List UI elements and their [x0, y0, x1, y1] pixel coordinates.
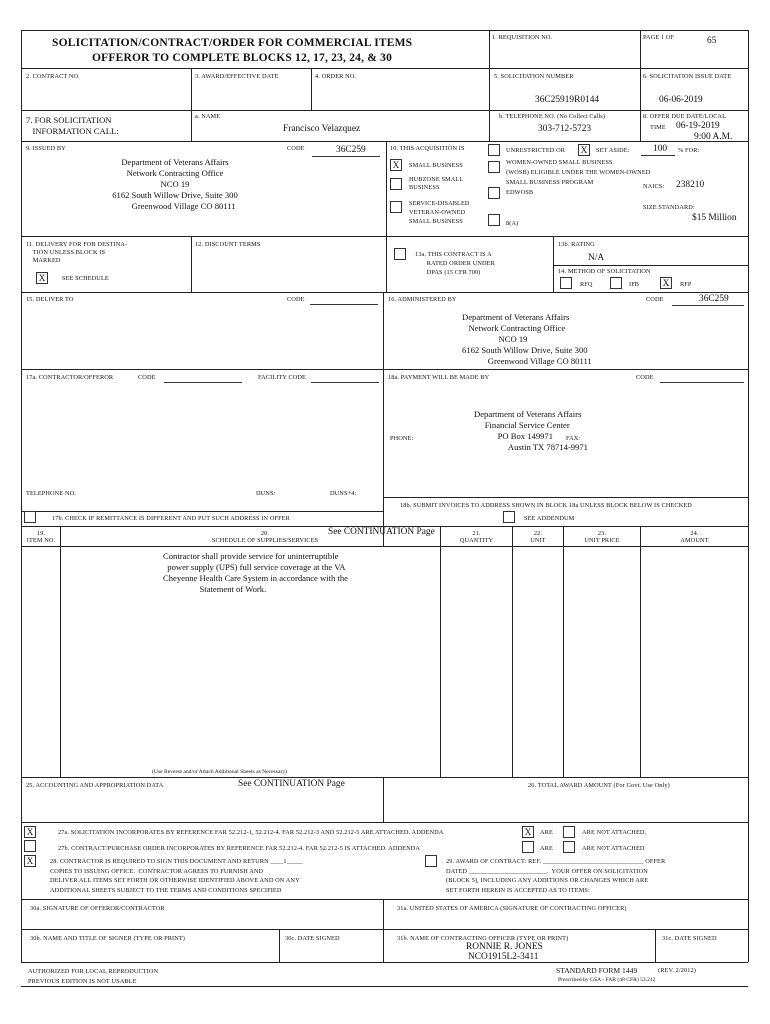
28-label: 28. CONTRACTOR IS REQUIRED TO SIGN THIS DOCUMENT AND RETURN ____1_____ COPIES TO ISSUING OFFICE. CONTRACTOR AGREES TO FURNISH AND DELIVER ALL ITEMS SET FORTH OR OTHERWISE IDENTIFIED ABOVE AND ON ANY ADDITIONAL SHEETS SUBJECT TO THE TERMS AND CONDITIONS SPECIFIED — [50, 858, 303, 894]
date-signed-label: 30c. DATE SIGNED — [285, 935, 340, 942]
rfp-checkbox[interactable]: X — [660, 277, 672, 289]
edwosb-label: EDWOSB — [506, 189, 534, 196]
offer-due-date[interactable]: 06-19-2019 — [676, 121, 720, 131]
administered-by-code: 36C259 — [699, 294, 729, 304]
28-checkbox[interactable]: X — [24, 855, 36, 867]
29-label: 29. AWARD OF CONTRACT: REF. _______________________________ OFFER DATED ________________________. YOUR OFFER ON SOLICITATION (BLOCK 5), INCLUDING ANY ADDITIONS OR CHANGES WHICH ARE SET FORTH HEREIN IS ACCEPTED AS TO ITEMS: — [446, 858, 666, 894]
deliver-to-code-label: CODE — [287, 296, 305, 303]
27b-label: 27b. CONTRACT/PURCHASE ORDER INCORPORATES BY REFERENCE FAR 52.212-4. FAR 52.212-5 IS ATTACHED. ADDENDA — [58, 845, 421, 852]
27a-are-label: ARE — [540, 829, 553, 836]
see-schedule-checkbox[interactable]: X — [36, 272, 48, 284]
issued-by-code: 36C259 — [336, 145, 366, 155]
see-schedule-label: SEE SCHEDULE — [62, 275, 109, 282]
administered-by-label: 16. ADMINISTERED BY — [388, 296, 457, 303]
27a-are-not-checkbox[interactable] — [563, 826, 575, 838]
rated-order-checkbox[interactable] — [394, 248, 406, 260]
page-label: PAGE 1 OF — [643, 34, 675, 41]
schedule-header: 20. SCHEDULE OF SUPPLIES/SERVICES — [211, 530, 319, 544]
fax-label: FAX: — [566, 435, 581, 442]
deliver-to-code-field[interactable] — [310, 295, 378, 305]
award-date-label: 3. AWARD/EFFECTIVE DATE — [195, 73, 279, 80]
duns4-label: DUNS+4: — [330, 490, 357, 497]
signature-offeror-label: 30a. SIGNATURE OF OFFEROR/CONTRACTOR — [30, 905, 165, 912]
rating-value[interactable]: N/A — [588, 253, 605, 263]
reverse-note: (Use Reverse and/or Attach Additional Sheets as Necessary) — [152, 769, 287, 775]
schedule-description: Contractor shall provide service for uninterruptible power supply (UPS) full service coverage at the VA Cheyenne Health Care System in accordance with the Statement of Work. — [163, 551, 348, 594]
remittance-label: 17b. CHECK IF REMITTANCE IS DIFFERENT AND PUT SUCH ADDRESS IN OFFER — [52, 515, 290, 522]
form-subtitle: OFFEROR TO COMPLETE BLOCKS 12, 17, 23, 24, & 30 — [92, 52, 393, 64]
contact-name[interactable]: Francisco Velazquez — [283, 124, 361, 134]
sdvosb-label: SERVICE-DISABLED VETERAN-OWNED SMALL BUSINESS — [409, 200, 470, 225]
payment-address: Department of Veterans Affairs Financial Service Center PO Box 149971 Austin TX 78714-9971 — [474, 409, 588, 452]
see-addendum-label: SEE ADDENDUM — [524, 515, 575, 522]
27b-are-not-label: ARE NOT ATTACHED — [582, 845, 645, 852]
contact-phone[interactable]: 303-712-5723 — [538, 124, 592, 134]
issued-by-code-label: CODE — [287, 145, 305, 152]
usa-signature-label: 31a. UNITED STATES OF AMERICA (SIGNATURE OF CONTRACTING OFFICER) — [397, 905, 627, 912]
27b-are-label: ARE — [540, 845, 553, 852]
payment-code-label: CODE — [636, 374, 654, 381]
payment-by-label: 18a. PAYMENT WILL BE MADE BY — [388, 374, 490, 381]
unit-price-header: 23. UNIT PRICE — [584, 530, 620, 544]
hubzone-checkbox[interactable] — [390, 178, 402, 190]
27a-are-not-label: ARE NOT ATTACHED. — [582, 829, 647, 836]
contractor-code-field[interactable] — [164, 371, 242, 383]
footer-reproduction: AUTHORIZED FOR LOCAL REPRODUCTION PREVIOUS EDITION IS NOT USABLE — [28, 968, 159, 985]
info-call-label: 7. FOR SOLICITATION INFORMATION CALL: — [26, 115, 119, 136]
page-total: 65 — [707, 36, 717, 46]
telephone-no-label: TELEPHONE NO. — [26, 490, 76, 497]
wosb-checkbox[interactable] — [488, 161, 500, 173]
small-business-label: SMALL BUSINESS — [409, 162, 463, 169]
wosb-label: WOMEN-OWNED SMALL BUSINESS (WOSB) ELIGIBLE UNDER THE WOMEN-OWNED SMALL BUSINESS PROGRAM — [506, 159, 651, 186]
see-addendum-checkbox[interactable] — [503, 511, 515, 523]
8a-label: 8(A) — [506, 220, 519, 227]
standard-form: STANDARD FORM 1449 — [556, 966, 638, 975]
contract-no-label: 2. CONTRACT NO. — [26, 73, 80, 80]
co-date-signed-label: 31c. DATE SIGNED — [662, 935, 717, 942]
hubzone-label: HUBZONE SMALL BUSINESS — [409, 176, 464, 191]
name-label: a. NAME — [195, 113, 221, 120]
27a-label: 27a. SOLICITATION INCORPORATES BY REFERENCE FAR 52.212-1, 52.212-4. FAR 52.212-3 AND 52.212-5 ARE ATTACHED. ADDENDA — [58, 829, 444, 836]
rfq-checkbox[interactable] — [560, 277, 572, 289]
signer-name-label: 30b. NAME AND TITLE OF SIGNER (TYPE OR PRINT) — [30, 935, 185, 942]
rfp-label: RFP — [680, 281, 692, 288]
remittance-checkbox[interactable] — [24, 511, 36, 523]
facility-code-field[interactable] — [311, 371, 379, 383]
issue-date[interactable]: 06-06-2019 — [659, 95, 703, 105]
facility-code-label: FACILITY CODE — [258, 374, 306, 381]
quantity-header: 21. QUANTITY — [459, 530, 494, 544]
unrestricted-label: UNRESTRICTED OR — [506, 147, 566, 154]
submit-invoices-label: 18b. SUBMIT INVOICES TO ADDRESS SHOWN IN BLOCK 18a UNLESS BLOCK BELOW IS CHECKED — [400, 502, 692, 509]
schedule-continuation: See CONTINUATION Page — [328, 527, 435, 537]
issued-by-label: 9. ISSUED BY — [26, 145, 66, 152]
small-business-checkbox[interactable]: X — [390, 159, 402, 171]
issued-by-code-field[interactable] — [312, 144, 380, 157]
issue-date-label: 6. SOLICITATION ISSUE DATE — [643, 73, 732, 80]
delivery-fob-label: 11. DELIVERY FOR FOB DESTINA- TION UNLESS BLOCK IS MARKED — [26, 241, 128, 264]
deliver-to-label: 15. DELIVER TO — [26, 296, 74, 303]
percent-value: 100 — [653, 144, 668, 154]
27b-are-checkbox[interactable] — [522, 841, 534, 853]
edwosb-checkbox[interactable] — [488, 187, 500, 199]
percent-for-label: % FOR: — [678, 147, 700, 154]
total-award-label: 26. TOTAL AWARD AMOUNT (For Govt. Use Only) — [528, 782, 670, 789]
form-revision: (REV. 2/2012) — [658, 967, 696, 974]
contractor-label: 17a. CONTRACTOR/OFFEROR — [26, 374, 114, 381]
unrestricted-checkbox[interactable] — [488, 144, 500, 156]
29-checkbox[interactable] — [425, 855, 437, 867]
amount-header: 24. AMOUNT — [680, 530, 709, 544]
size-standard[interactable]: $15 Million — [692, 213, 737, 223]
sdvosb-checkbox[interactable] — [390, 201, 402, 213]
percent-field[interactable] — [641, 144, 675, 156]
item-no-header: 19. ITEM NO. — [26, 530, 56, 544]
discount-terms-label: 12. DISCOUNT TERMS — [195, 241, 261, 248]
27a-are-checkbox[interactable]: X — [522, 826, 534, 838]
acquisition-label: 10. THIS ACQUISITION IS — [390, 145, 465, 152]
duns-label: DUNS: — [256, 490, 276, 497]
naics-code[interactable]: 238210 — [676, 180, 705, 190]
phone-label: PHONE: — [390, 435, 414, 442]
method-solicitation-label: 14. METHOD OF SOLICITATION — [558, 268, 651, 275]
administered-by-address: Department of Veterans Affairs Network Contracting Office NCO 19 6162 South Willow Drive, Suite 300 Greenwood Village CO 80111 — [462, 312, 592, 366]
rfq-label: RFQ — [580, 281, 593, 288]
administered-by-code-field[interactable] — [672, 294, 744, 306]
accounting-value: See CONTINUATION Page — [238, 779, 345, 789]
requisition-label: 1. REQUISITION NO. — [492, 34, 553, 41]
contracting-officer-id: NCO1915L2-3411 — [468, 952, 539, 962]
issued-by-address: Department of Veterans Affairs Network Contracting Office NCO 19 6162 South Willow Drive, Suite 300 Greenwood Village CO 80111 — [112, 157, 238, 211]
ifb-label: IFB — [629, 281, 640, 288]
ifb-checkbox[interactable] — [610, 277, 622, 289]
solicitation-number[interactable]: 36C25919R0144 — [535, 95, 600, 105]
contracting-officer-name: RONNIE R. JONES — [466, 942, 543, 952]
offer-due-label: 8. OFFER DUE DATE/LOCAL — [643, 113, 727, 120]
order-no-label: 4. ORDER NO. — [315, 73, 357, 80]
set-aside-checkbox[interactable]: X — [578, 144, 590, 156]
unit-header: 22. UNIT — [530, 530, 546, 544]
size-standard-label: SIZE STANDARD: — [643, 204, 695, 211]
payment-code-field[interactable] — [660, 371, 744, 383]
form-title: SOLICITATION/CONTRACT/ORDER FOR COMMERCIAL ITEMS — [52, 37, 413, 49]
time-label: TIME — [650, 124, 666, 131]
27a-checkbox[interactable]: X — [24, 826, 36, 838]
telephone-label: b. TELEPHONE NO. (No Collect Calls) — [499, 113, 606, 120]
27b-are-not-checkbox[interactable] — [563, 841, 575, 853]
8a-checkbox[interactable] — [488, 214, 500, 226]
27b-checkbox[interactable] — [24, 840, 36, 852]
prescribed-by: Prescribed by GSA - FAR (48 CFR) 53.212 — [558, 977, 656, 983]
administered-by-code-label: CODE — [646, 296, 664, 303]
rating-label: 13b. RATING — [558, 241, 595, 248]
rated-order-label: 13a. THIS CONTRACT IS A RATED ORDER UNDER DPAS (15 CFR 700) — [415, 251, 495, 276]
set-aside-label: SET ASIDE: — [596, 147, 630, 154]
contracting-officer-label: 31b. NAME OF CONTRACTING OFFICER (TYPE OR PRINT) — [397, 935, 569, 942]
accounting-label: 25. ACCOUNTING AND APPROPRIATION DATA — [26, 782, 164, 789]
naics-label: NAICS: — [643, 183, 665, 190]
contractor-code-label: CODE — [138, 374, 156, 381]
solicitation-number-label: 5. SOLICITATION NUMBER — [494, 73, 574, 80]
offer-due-time[interactable]: 9:00 A.M. — [694, 132, 733, 142]
